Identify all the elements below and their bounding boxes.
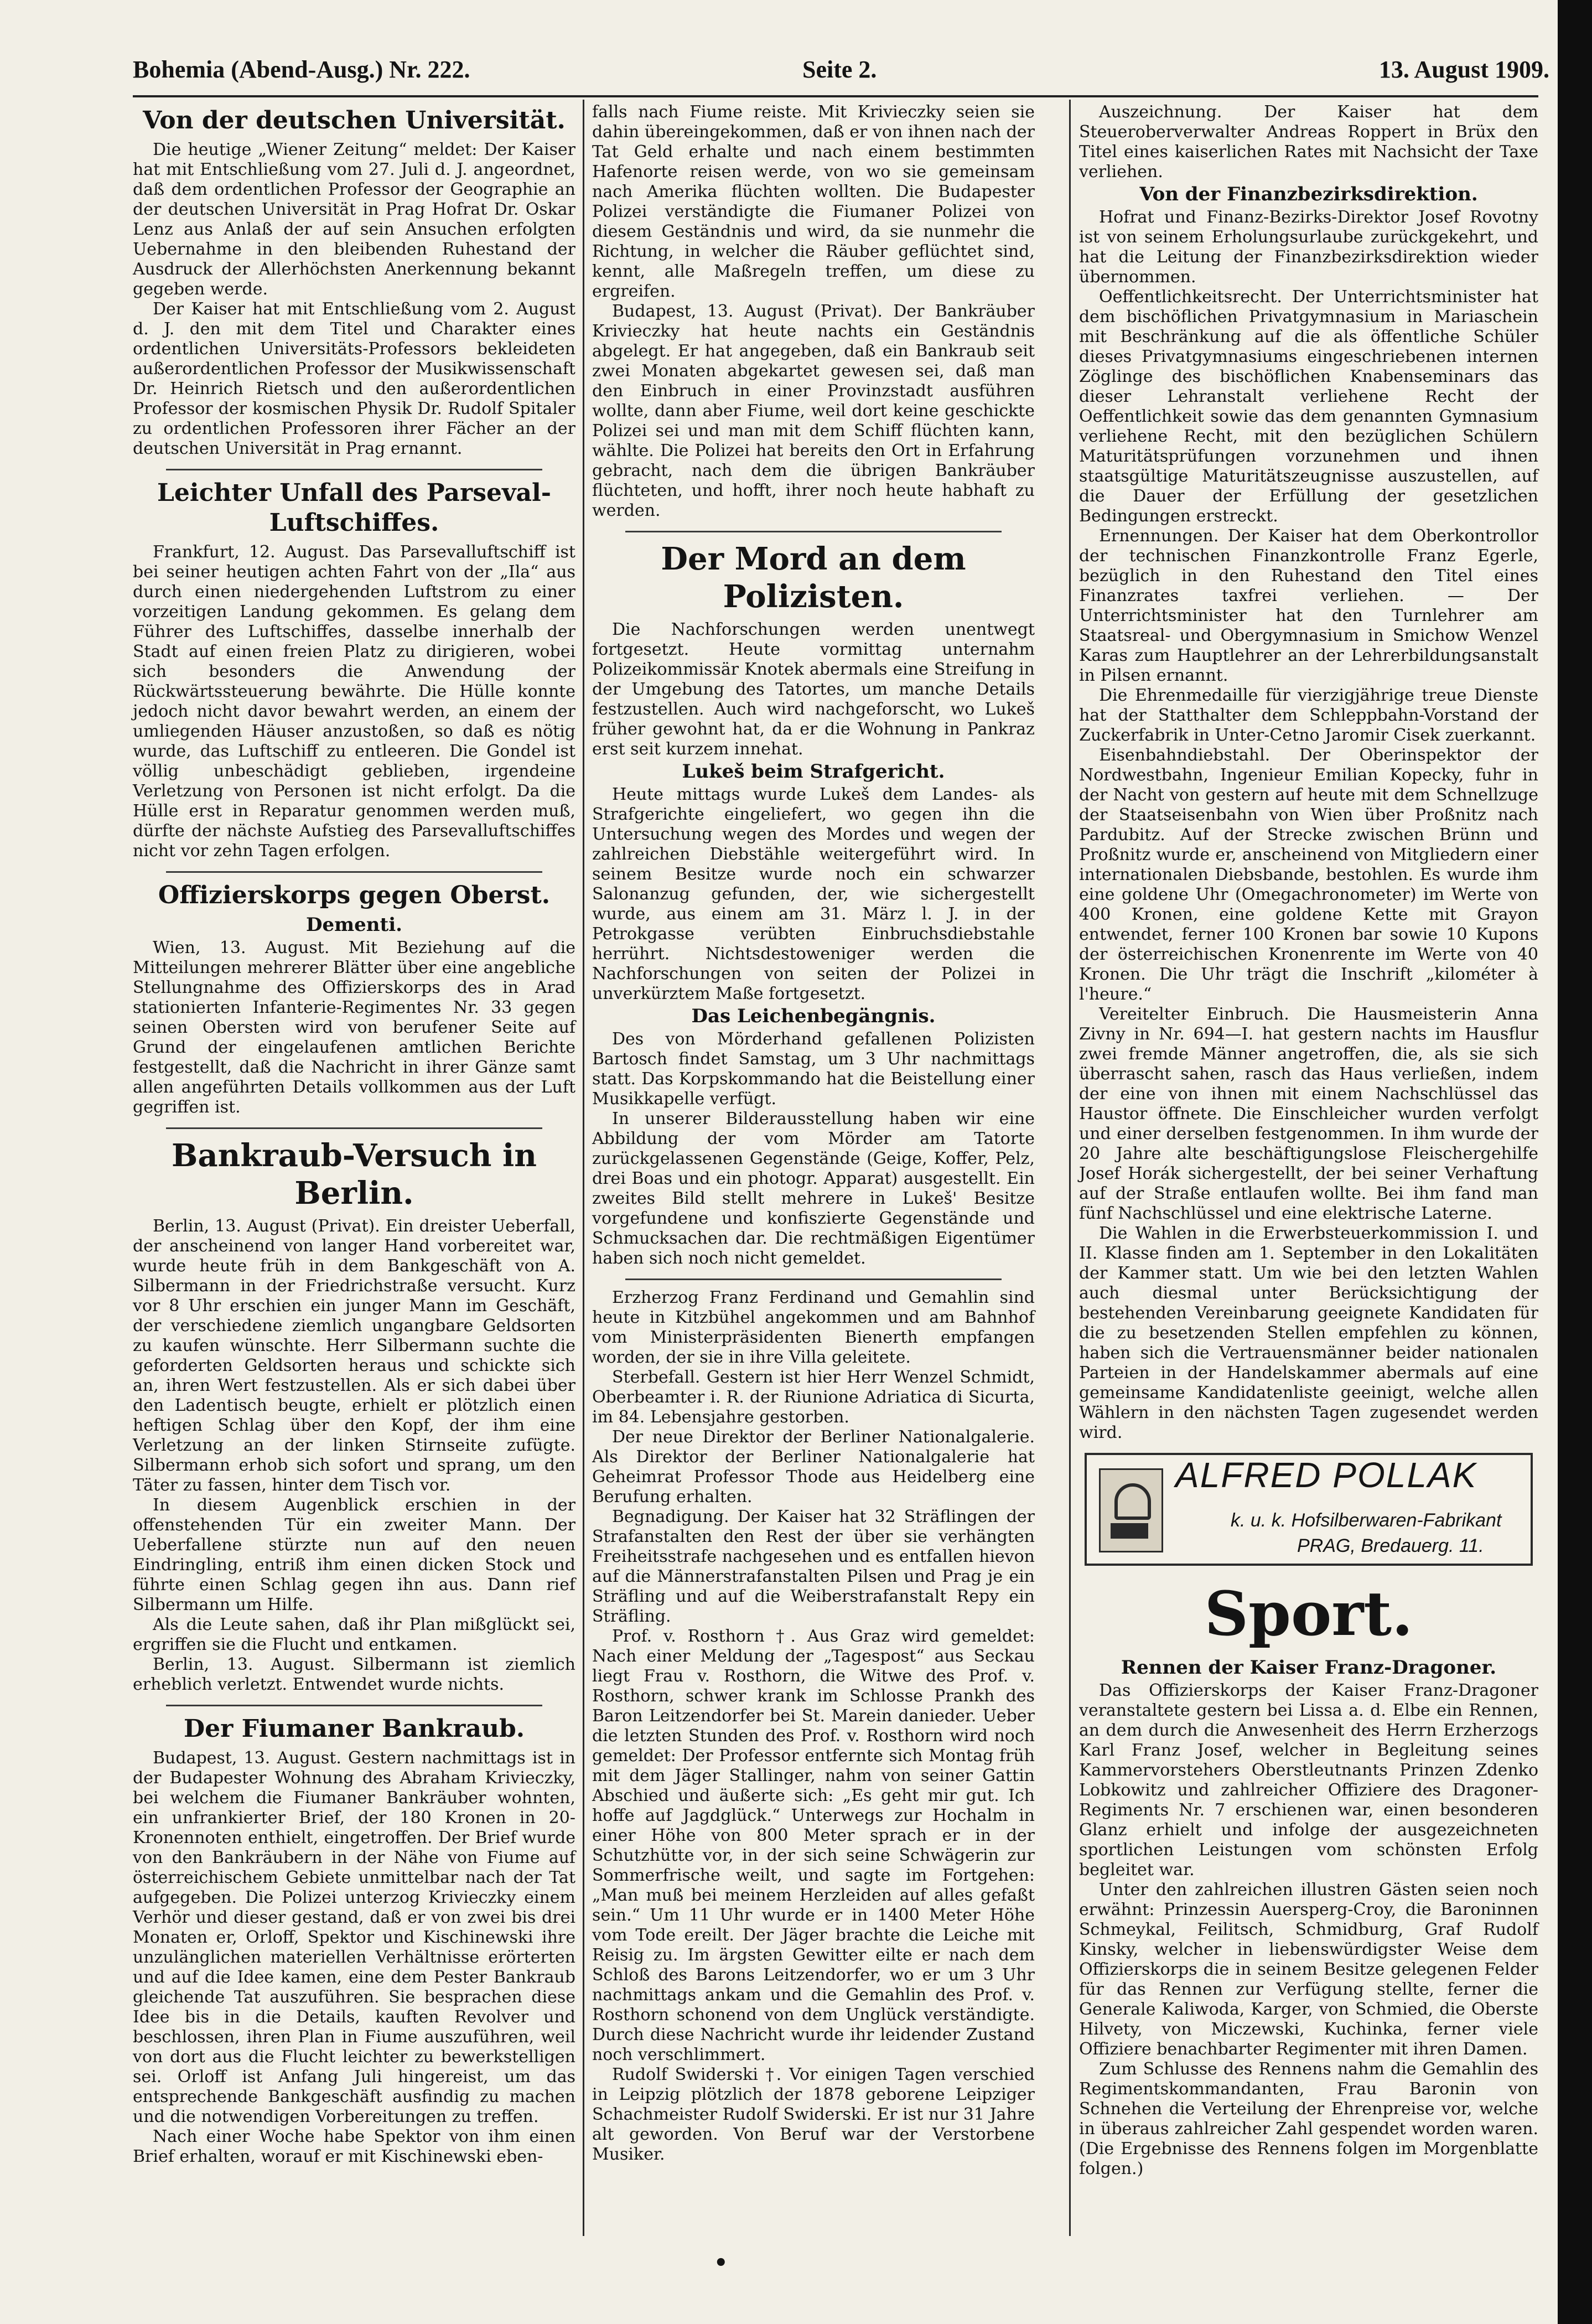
silverware-logo-icon [1099,1468,1163,1552]
article-text: Eisenbahndiebstahl. Der Oberinspektor der Nordwestbahn, Ingenieur Emilian Kopecky, fuhr in der Nacht von gestern auf heute mit dem Schnellzuge der Staatseisenbahn von Wien über Proßnitz nach Pardubitz. Auf der Strecke zwischen Brünn und Proßnitz wurde er, anscheinend von Mitgliedern einer internationalen Diebsbande, bestohlen. Es wurde ihm eine goldene Uhr (Omegachronometer) im Werte von 400 Kronen, eine goldene Kette mit Grayon entwendet, ferner 100 Kronen bar sowie 10 Kupons der österreichischen Kronenrente im Werte von 40 Kronen. Die Uhr trägt die Inschrift „kilométer à l'heure.“ [1079,746,1538,1004]
article-text: Die Wahlen in die Erwerbsteuerkommission I. und II. Klasse finden am 1. September in den Lokalitäten der Kammer statt. Um wie bei den letzten Wahlen auch diesmal unter Berücksichtigung der bestehenden Vereinbarung geeignete Kandidaten für die zu besetzenden Stellen empfehlen zu können, haben sich die Vertrauensmänner beider nationalen Parteien in der Handelskammer abermals auf eine gemeinsame Kandidatenliste geeinigt, welche allen Wählern in den nächsten Tagen zugesendet werden wird. [1079,1224,1538,1442]
issue-date: 13. August 1909. [1378,56,1549,83]
section-title: Sport. [1204,1578,1413,1649]
subheadline: Dementi. [306,914,402,936]
article-text: falls nach Fiume reiste. Mit Krivieczky seien sie dahin übereingekommen, daß er von ihnen nach der Tat Geld erhalte und nach einem bestimmten Hafenorte reisen werde, von wo sie gemeinsam nach Amerika flüchten wollten. Die Budapester Polizei verständigte die Fiumaner Polizei von diesem Geständnis und wird, da sie nunmehr die Richtung, in welcher die Räuber geflüchtet sind, kennt, alle Maßregeln treffen, um diese zu ergreifen. [592,102,1035,301]
headline: Der Mord an dem Polizisten. [661,541,966,615]
headline: Der Fiumaner Bankraub. [183,1715,525,1743]
subheadline: Von der Finanzbezirksdirektion. [1139,183,1478,205]
scan-edge-shadow [1558,0,1592,2324]
article-text: Der Kaiser hat mit Entschließung vom 2. August d. J. den mit dem Titel und Charakter eines ordentlichen Universitäts-Professors bekleideten außerordentlichen Professor der Musikwissenschaft Dr. Heinrich Rietsch und den außerordentlichen Professor der kosmischen Physik Dr. Rudolf Spitaler zu ordentlichen Professoren ihrer Fächer an der deutschen Universität in Prag ernannt. [133,299,575,458]
article-fiume-continued [592,102,1035,521]
article-text: Berlin, 13. August (Privat). Ein dreister Ueberfall, der anscheinend von langer Hand vorbereitet war, wurde heute früh in dem Bankgeschäft von A. Silbermann in der Friedrichstraße versucht. Kurz vor 8 Uhr erschien ein junger Mann im Geschäft, der verschiedene ziemlich ungangbare Geldsorten zu kaufen wünschte. Herr Silbermann suchte die geforderten Geldsorten heraus und schickte sich an, ihren Wert festzustellen. Als er sich dabei über den Ladentisch beugte, erhielt er plötzlich einen heftigen Schlag über den Kopf, der ihm eine Verletzung an der linken Stirnseite zufügte. Silbermann erhob sich sofort und sprang, um den Täter zu fassen, hinter dem Tisch vor. [133,1217,575,1495]
article-text: Hofrat und Finanz-Bezirks-Direktor Josef Rovotny ist von seinem Erholungsurlaube zurückgekehrt, und hat die Leitung der Finanzbezirksdirektion wieder übernommen. [1079,208,1538,287]
divider [166,871,542,873]
article-berlin-robbery [133,1137,575,1695]
headline: Bankraub-Versuch in Berlin. [172,1137,537,1212]
article-text: Oeffentlichkeitsrecht. Der Unterrichtsminister hat dem bischöflichen Privatgymnasium in Mariaschein mit Beschränkung auf die als öffentliche Schüler dieses Privatgymnasiums eingeschriebenen internen Zöglinge des bischöflichen Knabenseminars das dieser Lehranstalt verliehene Recht der Oeffentlichkeit sowie das dem genannten Gymnasium verliehene Recht, mit den bezüglichen Schülern Maturitätsprüfungen vorzunehmen und ihnen staatsgültige Maturitätszeugnisse auszustellen, auf die Dauer der Erfüllung der gesetzlichen Bedingungen erstreckt. [1079,287,1538,526]
headline: Leichter Unfall des Parseval-Luftschiffes. [157,479,552,537]
article-text: Frankfurt, 12. August. Das Parsevalluftschiff ist bei seiner heutigen achten Fahrt von der „Ila“ aus durch einen niedergehenden Luftstrom zu einer vorzeitigen Landung gekommen. Es gelang dem Führer des Luftschiffes, dasselbe innerhalb der Stadt auf einen freien Platz zu dirigieren, wobei sich besonders die Anwendung der Rückwärtssteuerung bewährte. Die Hülle konnte jedoch nicht davor bewahrt werden, an einem der umliegenden Häuser anzustoßen, so daß es nötig wurde, das Luftschiff zu entleeren. Die Gondel ist völlig unbeschädigt geblieben, irgendeine Verletzung von Personen ist nicht erfolgt. Da die Hülle erst in Reparatur genommen werden muß, dürfte der nächste Aufstieg des Parsevalluftschiffes nicht vor zehn Tagen erfolgen. [133,542,575,861]
divider [625,1279,1002,1280]
article-text: Prof. v. Rosthorn †. Aus Graz wird gemeldet: Nach einer Meldung der „Tagespost“ aus Seckau liegt Frau v. Rosthorn, die Witwe des Prof. v. Rosthorn, schwer krank im Schlosse Prankh des Baron Leitzendorfer bei St. Marein danieder. Ueber die letzten Stunden des Prof. v. Rosthorn wird noch gemeldet: Der Professor entfernte sich Montag früh mit dem Jäger Stallinger, nahm von seiner Gattin Abschied und äußerte sich: „Es geht mir gut. Ich hoffe auf Jagdglück.“ Unterwegs zur Hochalm in einer Höhe von 800 Meter sprach er in der Schutzhütte vor, in der sich seine Schwägerin zur Sommerfrische weilt, und sagte im Fortgehen: „Man muß bei meinem Herzleiden auf alles gefaßt sein.“ Um 11 Uhr wurde er in 1400 Meter Höhe vom Tode ereilt. Der Jäger brachte die Leiche mit Reisig zu. Im ärgsten Gewitter eilte er nach dem Schloß des Barons Leitzendorfer, wo er um 3 Uhr nachmittags ankam und die Gemahlin des Prof. v. Rosthorn schonend von dem Unglück verständigte. Durch diese Nachricht wurde ihr leidender Zustand noch verschlimmert. [592,1627,1035,2064]
column-1 [133,102,575,2177]
article-police-murder [592,540,1035,1269]
page-header [133,55,1549,94]
article-announcements [1079,102,1538,1443]
article-text: Berlin, 13. August. Silbermann ist ziemlich erheblich verletzt. Entwendet wurde nichts. [133,1655,575,1694]
article-text: In unserer Bilderausstellung haben wir eine Abbildung der vom Mörder am Tatorte zurückgelassenen Gegenstände (Geige, Koffer, Pelz, drei Boas und ein photogr. Apparat) ausgestellt. Ein zweites Bild stellt mehrere in Lukeš' Besitze vorgefundene und konfiszierte Gegenstände und Schmucksachen dar. Die rechtmäßigen Eigentümer haben sich noch nicht gemeldet. [592,1109,1035,1268]
article-text: Budapest, 13. August. Gestern nachmittags ist in der Budapester Wohnung des Abraham Krivieczky, bei welchem die Fiumaner Bankräuber wohnten, ein unfrankierter Brief, der 180 Kronen in 20-Kronennoten enthielt, eingetroffen. Der Brief wurde von den Bankräubern in der Nähe von Fiume auf österreichischem Gebiete unmittelbar nach der Tat aufgegeben. Die Polizei unterzog Krivieczky einem Verhör und dieser gestand, daß er von zwei bis drei Monaten er, Orloff, Spektor und Kischinewski ihre unzulänglichen materiellen Verhältnisse erörterten und auf die Idee kamen, eine dem Pester Bankraub gleichende Tat auszuführen. Sie besprachen diese Idee bis in die Details, kauften Revolver und beschlossen, ihren Plan in Fiume auszuführen, weil von dort aus die Flucht leichter zu bewerkstelligen sei. Orloff ist Anfang Juli hingereist, um das entsprechende Bankgeschäft ausfindig zu machen und die notwendigen Vorbereitungen zu treffen. [133,1748,575,2126]
article-text: Heute mittags wurde Lukeš dem Landes- als Strafgerichte eingeliefert, wo gegen ihn die Untersuchung wegen des Mordes und wegen der zahlreichen Diebstähle weitergeführt wird. In seinem Besitze wurde noch ein schwarzer Salonanzug gefunden, der, wie sichergestellt wurde, aus einem am 31. März l. J. in der Petrokgasse verübten Einbruchsdiebstahle herrührt. Nichtsdestoweniger werden die Nachforschungen von seiten der Polizei in unverkürztem Maße fortgesetzt. [592,785,1035,1003]
divider [166,1705,542,1706]
article-sport [1079,1578,1538,2179]
masthead-issue: Bohemia (Abend-Ausg.) Nr. 222. [133,56,470,83]
ad-address: PRAG, Bredauerg. 11. [1297,1535,1484,1556]
article-text: Budapest, 13. August (Privat). Der Bankräuber Krivieczky hat heute nachts ein Geständnis abgelegt. Er hat angegeben, daß ein Bankraub seit zwei Monaten abgekartet gewesen sei, daß man den Einbruch in einer Provinzstadt ausführen wollte, dann aber Fiume, weil dort keine geschickte Polizei sei und man mit dem Schiff flüchten kann, wählte. Die Polizei hat bereits den Ort in Erfahrung gebracht, nach dem die übrigen Bankräuber flüchteten, und hofft, ihrer noch heute habhaft zu werden. [592,302,1035,520]
article-text: Wien, 13. August. Mit Beziehung auf die Mitteilungen mehrerer Blätter über eine angebliche Stellungnahme des Offizierskorps des in Arad stationierten Infanterie-Regimentes Nr. 33 gegen seinen Obersten wird von berufener Seite auf Grund der eingelaufenen amtlichen Berichte festgestellt, daß die Nachricht in ihrer Gänze samt allen angeführten Details vollkommen aus der Luft gegriffen ist. [133,938,575,1117]
article-text: Vereitelter Einbruch. Die Hausmeisterin Anna Zivny in Nr. 694—I. hat gestern nachts im Hausflur zwei fremde Männer angetroffen, die, als sie sich überrascht sahen, rasch das Haus verließen, indem der eine von ihnen mit einem Nachschlüssel das Haustor öffnete. Die Einschleicher wurden verfolgt und einer derselben festgenommen. In ihm wurde der 20 Jahre alte beschäftigungslose Fleischergehilfe Josef Horák sichergestellt, der bei seiner Verhaftung auf der Straße entlaufen wollte. Bei ihm fand man fünf Nachschlüssel und eine elektrische Laterne. [1079,1005,1538,1223]
column-divider [1069,100,1071,2236]
divider [625,531,1002,532]
subheadline: Lukeš beim Strafgericht. [682,760,945,783]
column-2 [592,102,1035,2175]
article-text: Der neue Direktor der Berliner Nationalgalerie. Als Direktor der Berliner Nationalgalerie hat Geheimrat Professor Thode aus Heidelberg eine Berufung erhalten. [592,1427,1035,1507]
article-text: Auszeichnung. Der Kaiser hat dem Steueroberverwalter Andreas Roppert in Brüx den Titel eines kaiserlichen Rates mit Nachsicht der Taxe verliehen. [1079,102,1538,182]
article-text: Unter den zahlreichen illustren Gästen seien noch erwähnt: Prinzessin Auersperg-Croy, die Baroninnen Schmeykal, Feilitsch, Schmidburg, Graf Rudolf Kinsky, welcher in liebenswürdigster Weise dem Offizierskorps die in seinem Besitze gelegenen Felder für das Rennen zur Verfügung stellte, ferner die Generale Kaliwoda, Karger, von Schmied, die Oberste Hilvety, von Miczewski, Kuchinka, ferner viele Offiziere benachbarter Regimenter mit ihren Damen. [1079,1880,1538,2059]
article-text: Zum Schlusse des Rennens nahm die Gemahlin des Regimentskommandanten, Frau Baronin von Schnehen die Verteilung der Ehrenpreise vor, welche in überaus zahlreicher Zahl gespendet worden waren. (Die Ergebnisse des Rennens folgen im Morgenblatte folgen.) [1079,2059,1538,2178]
article-text: Des von Mörderhand gefallenen Polizisten Bartosch findet Samstag, um 3 Uhr nachmittags statt. Das Korpskommando hat die Beistellung einer Musikkapelle verfügt. [592,1029,1035,1109]
article-text: Das Offizierskorps der Kaiser Franz-Dragoner veranstaltete gestern bei Lissa a. d. Elbe ein Rennen, an dem durch die Anwesenheit des Herrn Erzherzogs Karl Franz Josef, welcher in Begleitung seines Kammervorstehers Oberstleutnants Prinzen Zdenko Lobkowitz und zahlreicher Offiziere des Dragoner-Regiments Nr. 7 erschienen war, einen besonderen Glanz erhielt und infolge der ausgezeichneten sportlichen Leistungen vom schönsten Erfolg begleitet war. [1079,1681,1538,1880]
headline: Offizierskorps gegen Oberst. [158,881,551,909]
article-text: Als die Leute sahen, daß ihr Plan mißglückt sei, ergriffen sie die Flucht und entkamen. [133,1615,575,1654]
article-text: Erzherzog Franz Ferdinand und Gemahlin sind heute in Kitzbühel angekommen und am Bahnhof vom Ministerpräsidenten Bienerth empfangen worden, der sie in ihre Villa geleitete. [592,1288,1035,1367]
article-text: Die Nachforschungen werden unentwegt fortgesetzt. Heute vormittag unternahm Polizeikommissär Knotek abermals eine Streifung in der Umgebung des Tatortes, um manche Details festzustellen. Auch wird nachgeforscht, wo Lukeš früher gewohnt hat, da er die Wohnung in Pankraz erst seit kurzem innehat. [592,620,1035,759]
article-text: In diesem Augenblick erschien in der offenstehenden Tür ein zweiter Mann. Der Ueberfallene stürzte nun auf den neuen Eindringling, entriß ihm einen dicken Stock und führte einen Schlag gegen ihn aus. Dann rief Silbermann um Hilfe. [133,1495,575,1614]
article-airship [133,478,575,861]
column-3 [1079,102,1538,2189]
ad-description: k. u. k. Hofsilberwaren-Fabrikant [1231,1510,1502,1531]
divider [166,469,542,470]
article-university [133,106,575,459]
subheadline: Das Leichenbegängnis. [691,1005,936,1027]
article-text: Begnadigung. Der Kaiser hat 32 Sträflingen der Strafanstalten den Rest der über sie verhängten Freiheitsstrafe nachgesehen und es entfallen hievon auf die Männerstrafanstalten Pilsen und Prag je ein Sträfling und auf die Weiberstrafanstalt Repy ein Sträfling. [592,1507,1035,1626]
article-officers [133,881,575,1117]
article-text: Ernennungen. Der Kaiser hat dem Oberkontrollor der technischen Finanzkontrolle Franz Egerle, bezüglich in den Ruhestand den Titel eines Finanzrates taxfrei verliehen. — Der Unterrichtsminister hat den Turnlehrer am Staatsreal- und Obergymnasium in Smichow Wenzel Karas zum Hauptlehrer an der Lehrerbildungsanstalt in Pilsen ernannt. [1079,526,1538,685]
article-text: Rudolf Swiderski †. Vor einigen Tagen verschied in Leipzig plötzlich der 1878 geborene Leipziger Schachmeister Rudolf Swiderski. Er ist nur 31 Jahre alt geworden. Von Beruf war der Verstorbene Musiker. [592,2065,1035,2164]
article-text: Nach einer Woche habe Spektor von ihm einen Brief erhalten, worauf er mit Kischinewski eben- [133,2127,575,2166]
article-text: Sterbefall. Gestern ist hier Herr Wenzel Schmidt, Oberbeamter i. R. der Riunione Adriatica di Sicurta, im 84. Lebensjahre gestorben. [592,1368,1035,1427]
article-text: Die heutige „Wiener Zeitung“ meldet: Der Kaiser hat mit Entschließung vom 27. Juli d. J. angeordnet, daß dem ordentlichen Professor der Geographie an der deutschen Universität in Prag Hofrat Dr. Oskar Lenz aus Anlaß der auf sein Ansuchen erfolgten Uebernahme in den bleibenden Ruhestand der Ausdruck der Allerhöchsten Anerkennung bekannt gegeben werde. [133,140,575,299]
advertisement [1085,1453,1533,1566]
page-number: Seite 2. [802,56,877,83]
header-rule [133,95,1538,97]
article-local-news [592,1288,1035,2165]
subheadline: Rennen der Kaiser Franz-Dragoner. [1121,1657,1497,1679]
column-divider [583,100,584,2236]
divider [166,1127,542,1129]
article-text: Die Ehrenmedaille für vierzigjährige treue Dienste hat der Statthalter dem Schleppbahn-Vorstand der Zuckerfabrik in Unter-Cetno Jaromir Cisek zuerkannt. [1079,686,1538,745]
headline: Von der deutschen Universität. [143,106,566,134]
article-fiume-robbery [133,1714,575,2167]
ad-company-name: ALFRED POLLAK [1175,1455,1477,1495]
page-mark: • [714,2250,728,2276]
